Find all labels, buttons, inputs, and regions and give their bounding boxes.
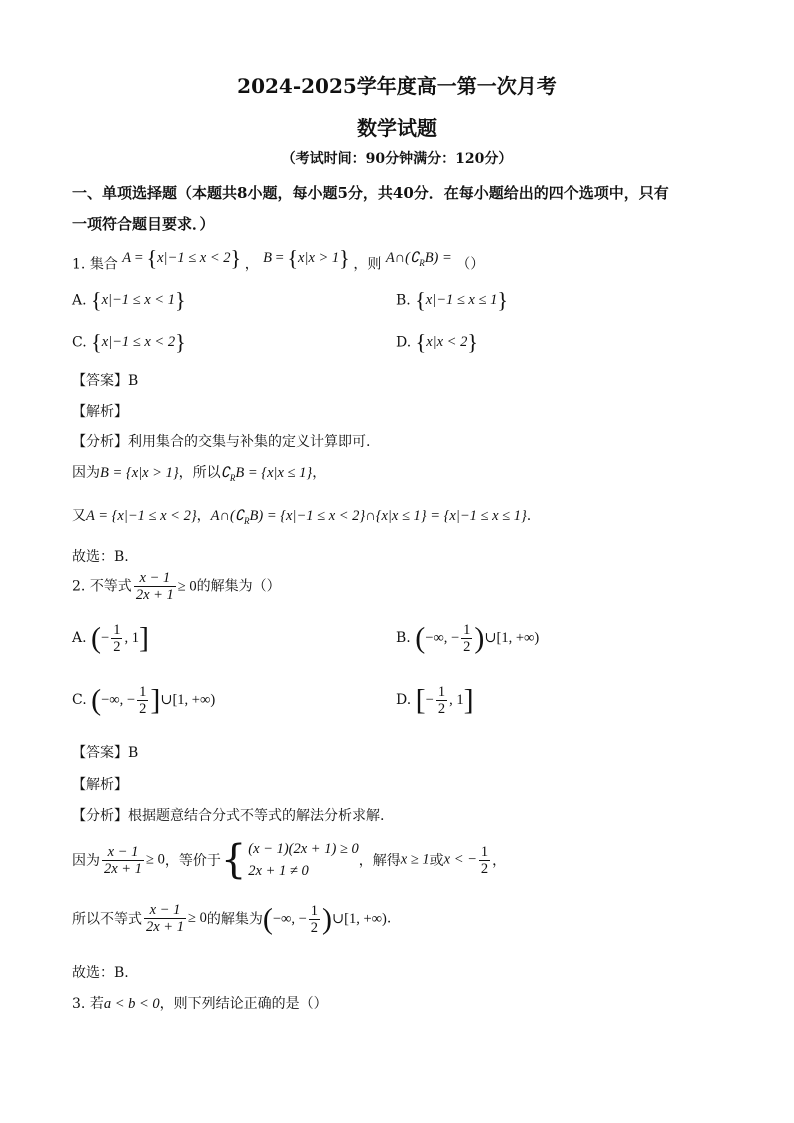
expr-part1: A∩(∁ xyxy=(385,250,420,267)
solution-part-2: x < − xyxy=(443,851,477,868)
interval-tail: ∪[1, +∞) xyxy=(332,910,387,927)
interval-rest: , 1 xyxy=(449,692,464,708)
text: 所以不等式 xyxy=(72,911,142,928)
set-a-label: A xyxy=(122,250,132,267)
interval-bracket: ] xyxy=(150,683,161,717)
denominator: 2 xyxy=(437,701,446,717)
fraction xyxy=(102,844,144,877)
numerator: 1 xyxy=(463,622,471,638)
expr-part2: B) = xyxy=(424,250,452,267)
set-b-definition: B = {x|x > 1} xyxy=(263,246,350,271)
interval-rest: , 1 xyxy=(124,630,139,646)
interval-bracket: ( xyxy=(415,621,426,655)
interval-bracket: ( xyxy=(262,902,273,936)
answer-label: 【答案】B xyxy=(72,373,139,389)
complement-sub: R xyxy=(244,515,250,526)
question-prefix: 若 xyxy=(89,996,104,1012)
subject-title: 数学试题 xyxy=(357,116,437,140)
text: ， xyxy=(196,508,211,524)
question-prefix: 集合 xyxy=(89,256,118,273)
denominator: 2 xyxy=(139,701,147,717)
text: ， xyxy=(492,853,507,869)
math-expression: B = {x|x > 1} xyxy=(100,465,179,481)
fraction xyxy=(137,684,148,717)
interval-bracket: ( xyxy=(91,621,102,655)
math-expression: B) = {x|−1 ≤ x < 2}∩{x|x ≤ 1} = {x|−1 ≤ x ≤ 1} xyxy=(249,508,527,524)
set-b-body: x|x > 1 xyxy=(298,250,340,267)
option-label: A. xyxy=(72,292,87,309)
denominator: 2 xyxy=(113,639,121,655)
fraction xyxy=(461,622,472,655)
fraction xyxy=(144,902,186,935)
text: . xyxy=(526,508,532,524)
question-1-expression xyxy=(385,250,452,269)
solution-line-1 xyxy=(72,838,506,882)
question-number: 3. xyxy=(72,996,86,1012)
interval-bracket: ] xyxy=(138,621,149,655)
numerator: x − 1 xyxy=(144,902,186,919)
text: ，等价于 xyxy=(164,853,221,869)
answer-blank: （） xyxy=(456,256,485,273)
solution-line-1 xyxy=(72,462,326,483)
option-label: C. xyxy=(72,691,87,708)
question-1-stem: 1. 集合 A = {x|−1 ≤ x < 2} ， B = {x|x > 1} ，则 $A\cap(∁_RB)$ = （） xyxy=(72,246,485,273)
interval-start: −∞, − xyxy=(425,630,460,646)
math-expression: A = {x|−1 ≤ x < 2} xyxy=(86,508,197,524)
option-label: B. xyxy=(396,629,411,646)
math-expression: A∩(∁ xyxy=(210,508,245,524)
analysis-label: 【解析】 xyxy=(72,404,128,420)
option-label: D. xyxy=(396,691,412,708)
option-label: D. xyxy=(396,334,412,351)
sign: − xyxy=(101,630,110,646)
section-heading-line1: 一、单项选择题（本题共8小题，每小题5分，共40分．在每小题给出的四个选项中，只有 xyxy=(72,184,669,202)
answer-label: 【答案】B xyxy=(72,745,139,761)
option-label: C. xyxy=(72,334,87,351)
solution-part-1: x ≥ 1 xyxy=(400,851,430,868)
complement-symbol: ∁ xyxy=(220,465,230,481)
interval-tail: ∪[1, +∞) xyxy=(484,630,540,646)
numerator: 1 xyxy=(139,684,147,700)
analysis-summary: 【分析】利用集合的交集与补集的定义计算即可. xyxy=(72,434,371,450)
math-expression: B = {x|x ≤ 1} xyxy=(235,465,313,481)
complement-sub: R xyxy=(229,472,236,483)
numerator: x − 1 xyxy=(102,844,144,861)
fraction xyxy=(479,844,490,877)
question-suffix: ，则下列结论正确的是（） xyxy=(159,996,328,1012)
denominator: 2 xyxy=(463,639,471,655)
option-b: B. {x|−1 ≤ x ≤ 1} xyxy=(396,288,508,313)
option-set: x|−1 ≤ x ≤ 1 xyxy=(425,292,498,309)
analysis-label: 【解析】 xyxy=(72,777,128,793)
fraction xyxy=(111,622,122,655)
option-a xyxy=(72,622,149,655)
option-d xyxy=(396,684,474,717)
denominator: 2x + 1 xyxy=(146,919,184,935)
option-c: C. {x|−1 ≤ x < 2} xyxy=(72,330,186,355)
set-b-label: B xyxy=(263,250,273,267)
system-line-1: (x − 1)(2x + 1) ≥ 0 xyxy=(248,841,359,857)
interval-bracket: ] xyxy=(463,683,474,717)
interval-tail: ∪[1, +∞) xyxy=(160,692,216,708)
interval-bracket: [ xyxy=(415,683,426,717)
option-label: B. xyxy=(396,292,411,309)
text: 因为 xyxy=(72,465,100,481)
numerator: 1 xyxy=(480,843,489,860)
sign: − xyxy=(425,692,434,708)
condition: a < b < 0 xyxy=(103,996,160,1012)
interval-start: −∞, − xyxy=(272,910,307,927)
fraction xyxy=(309,903,320,936)
option-set: x|−1 ≤ x < 1 xyxy=(101,292,175,309)
question-prefix: 不等式 xyxy=(89,578,132,595)
option-label: A. xyxy=(72,629,87,646)
numerator: 1 xyxy=(113,622,121,638)
exam-title: 2024-2025学年度高一第一次月考 xyxy=(237,74,557,98)
fraction xyxy=(436,684,447,717)
numerator: 1 xyxy=(310,902,319,919)
conclusion: 故选：B. xyxy=(72,549,129,565)
set-a-body: x|−1 ≤ x < 2 xyxy=(157,250,231,267)
question-2-stem xyxy=(72,570,281,603)
option-set: x|−1 ≤ x < 2 xyxy=(101,334,176,351)
interval-start: −∞, − xyxy=(101,692,136,708)
question-then: ，则 xyxy=(353,256,382,273)
text: ，解得 xyxy=(358,853,401,869)
set-a-definition: A = {x|−1 ≤ x < 2} xyxy=(122,246,242,271)
denominator: 2 xyxy=(310,919,319,936)
option-c xyxy=(72,684,215,717)
interval-bracket: ) xyxy=(322,902,333,936)
text: ，所以 xyxy=(178,465,221,481)
numerator: 1 xyxy=(437,684,446,700)
interval-bracket: ( xyxy=(91,683,102,717)
inequality: ≥ 0 xyxy=(177,578,197,595)
option-b xyxy=(396,622,539,655)
solution-line-2 xyxy=(72,505,531,526)
option-a: A. {x|−1 ≤ x < 1} xyxy=(72,288,186,313)
fraction xyxy=(134,570,176,603)
exam-info: （考试时间：90分钟满分：120分） xyxy=(281,151,513,167)
denominator: 2 xyxy=(480,860,489,877)
system-line-2: 2x + 1 ≠ 0 xyxy=(248,863,309,879)
text: 又 xyxy=(72,508,86,524)
inequality: ≥ 0 xyxy=(187,910,207,926)
question-suffix: 的解集为（） xyxy=(196,578,281,595)
numerator: x − 1 xyxy=(134,570,176,587)
section-heading-line2: 一项符合题目要求．） xyxy=(72,215,215,233)
inequality: ≥ 0 xyxy=(145,851,165,868)
text: . xyxy=(386,910,392,927)
denominator: 2x + 1 xyxy=(104,860,142,877)
interval-bracket: ) xyxy=(474,621,485,655)
system-brace: { xyxy=(220,837,247,883)
text: 因为 xyxy=(72,853,100,869)
inequality-system xyxy=(248,838,358,882)
option-set: x|x < 2 xyxy=(426,334,468,351)
text: 的解集为 xyxy=(206,911,263,928)
question-3-stem xyxy=(72,993,328,1013)
denominator: 2x + 1 xyxy=(135,587,174,603)
text: 或 xyxy=(429,853,444,869)
question-number: 1. xyxy=(72,256,86,273)
question-number: 2. xyxy=(72,578,86,595)
solution-line-2 xyxy=(72,902,391,936)
analysis-summary: 【分析】根据题意结合分式不等式的解法分析求解. xyxy=(72,808,385,824)
expr-sub: R xyxy=(419,258,425,269)
option-d: D. {x|x < 2} xyxy=(396,330,478,355)
text: ， xyxy=(312,465,327,481)
conclusion: 故选：B. xyxy=(72,965,129,981)
